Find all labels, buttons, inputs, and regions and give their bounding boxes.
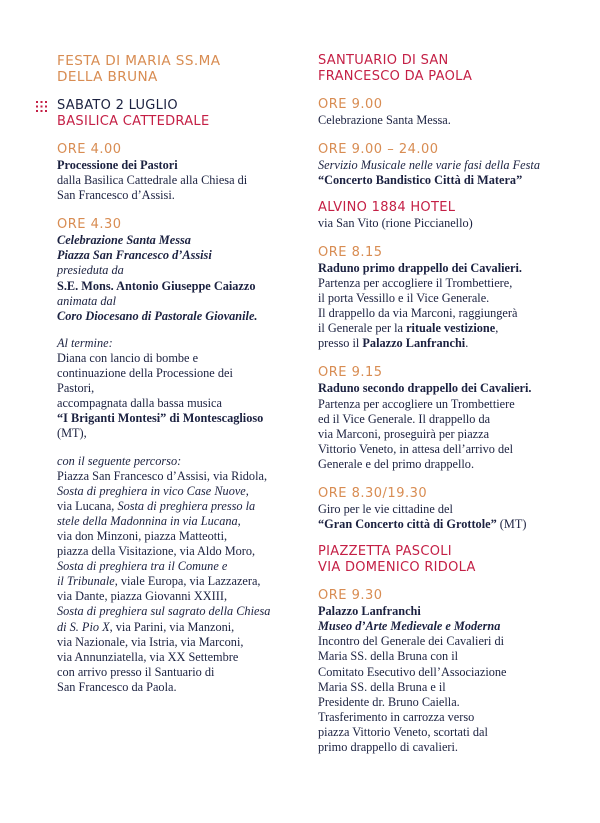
text-line: Maria SS. della Bruna con il bbox=[318, 649, 459, 664]
text-span: “Gran Concerto città di Grottole” bbox=[318, 517, 497, 532]
block-secondo-drappello bbox=[318, 381, 558, 472]
text-span: il Tribunale bbox=[57, 574, 115, 589]
text-span: . bbox=[465, 336, 469, 351]
text-line: Trasferimento in carrozza verso bbox=[318, 709, 475, 724]
text-line: Sosta di preghiera sul sagrato della Chiesa bbox=[57, 604, 271, 619]
text-span: , viale Europa, via Lazzazera, bbox=[114, 574, 261, 589]
text-line: Piazza San Francesco d’Assisi, via Ridola, bbox=[57, 468, 268, 483]
time-9-30: ORE 9.30 bbox=[318, 588, 383, 604]
text-line: via Nazionale, via Istria, via Marconi, bbox=[57, 634, 244, 649]
text-span: presso il bbox=[318, 336, 363, 351]
text-line: Museo d’Arte Medievale e Moderna bbox=[318, 619, 501, 634]
text-line: Celebrazione Santa Messa bbox=[57, 233, 191, 248]
block-percorso bbox=[57, 454, 289, 696]
festa-title bbox=[57, 53, 289, 85]
time-8-30-19-30: ORE 8.30/19.30 bbox=[318, 486, 428, 501]
heading-line: FRANCESCO DA PAOLA bbox=[318, 68, 473, 84]
text-line: il porta Vessillo e il Vice Generale. bbox=[318, 291, 490, 306]
text-line: Incontro del Generale dei Cavalieri di bbox=[318, 634, 505, 649]
festa-title-line-2: DELLA BRUNA bbox=[57, 69, 158, 85]
time-9-00-24-00: ORE 9.00 – 24.00 bbox=[318, 142, 439, 158]
text-line: Giro per le vie cittadine del bbox=[318, 502, 453, 516]
right-column bbox=[318, 53, 558, 755]
text-span: , via Parini, via Manzoni, bbox=[109, 619, 235, 634]
festa-title-line-1: FESTA DI MARIA SS.MA bbox=[57, 53, 221, 69]
block-processione bbox=[57, 158, 289, 203]
text-line: S.E. Mons. Antonio Giuseppe Caiazzo bbox=[57, 278, 256, 293]
text-line: Partenza per accogliere il Trombettiere, bbox=[318, 275, 513, 290]
text-line: “I Briganti Montesi” di Montescaglioso bbox=[57, 411, 264, 426]
text-span: via Lucana, bbox=[57, 498, 118, 513]
text-line: Piazza San Francesco d’Assisi bbox=[57, 248, 212, 263]
text-line: piazza della Visitazione, via Aldo Moro, bbox=[57, 544, 256, 559]
text-line: Pastori, bbox=[57, 381, 95, 396]
text-line: animata dal bbox=[57, 293, 117, 308]
text-line: San Francesco d’Assisi. bbox=[57, 188, 175, 203]
text-line: primo drappello di cavalieri. bbox=[318, 740, 458, 755]
text-span: Sosta di preghiera presso la bbox=[117, 498, 256, 513]
block-servizio-musicale bbox=[318, 158, 558, 188]
text-span: rituale vestizione bbox=[406, 321, 496, 336]
text-span: il Generale per la bbox=[318, 321, 407, 336]
text-line: Comitato Esecutivo dell’Associazione bbox=[318, 664, 507, 679]
text-line: accompagnata dalla bassa musica bbox=[57, 396, 222, 411]
text-line: Coro Diocesano di Pastorale Giovanile. bbox=[57, 308, 258, 323]
text-line: via Marconi, proseguirà per piazza bbox=[318, 426, 490, 441]
block-giro bbox=[318, 502, 558, 532]
text-line: presieduta da bbox=[57, 263, 124, 278]
day-heading bbox=[57, 98, 289, 129]
text-line: Palazzo Lanfranchi bbox=[318, 604, 421, 619]
heading-line: PIAZZETTA PASCOLI bbox=[318, 544, 452, 560]
text-line bbox=[318, 321, 558, 336]
heading-line: SANTUARIO DI SAN bbox=[318, 53, 449, 68]
block-palazzo-lanfranchi bbox=[318, 604, 558, 755]
piazzetta-heading bbox=[318, 544, 558, 575]
text-line: Sosta di preghiera in vico Case Nuove, bbox=[57, 483, 249, 498]
text-line: via Annunziatella, via XX Settembre bbox=[57, 649, 239, 664]
text-line: piazza Vittorio Veneto, scortati dal bbox=[318, 724, 488, 739]
text-line: (MT), bbox=[57, 426, 87, 441]
day-label: SABATO 2 LUGLIO bbox=[57, 98, 178, 113]
text-line bbox=[318, 517, 558, 532]
text-line: Diana con lancio di bombe e bbox=[57, 350, 199, 365]
block-primo-drappello bbox=[318, 261, 558, 352]
text-line: con arrivo presso il Santuario di bbox=[57, 664, 215, 679]
grid-dots-icon bbox=[36, 101, 47, 112]
text-span: , bbox=[495, 321, 499, 336]
text-line: via Dante, piazza Giovanni XXIII, bbox=[57, 589, 228, 604]
text-line bbox=[57, 499, 289, 514]
text-line bbox=[318, 336, 558, 351]
text-line bbox=[57, 620, 289, 635]
time-9-00: ORE 9.00 bbox=[318, 97, 383, 112]
text-line: Vittorio Veneto, in attesa dell’arrivo del bbox=[318, 441, 514, 456]
text-line: via don Minzoni, piazza Matteotti, bbox=[57, 528, 228, 543]
text-line: Sosta di preghiera tra il Comune e bbox=[57, 559, 228, 574]
day-place: BASILICA CATTEDRALE bbox=[57, 113, 210, 129]
text-line: Generale e del primo drappello. bbox=[318, 456, 475, 471]
text-line: ed il Vice Generale. Il drappello da bbox=[318, 411, 491, 426]
text-line: Celebrazione Santa Messa. bbox=[318, 113, 451, 127]
santuario-heading bbox=[318, 53, 558, 84]
text-span: Palazzo Lanfranchi bbox=[362, 336, 466, 351]
text-line bbox=[57, 574, 289, 589]
hotel-address: via San Vito (rione Piccianello) bbox=[318, 215, 473, 230]
text-line: Partenza per accogliere un Trombettiere bbox=[318, 396, 515, 411]
time-9-15: ORE 9.15 bbox=[318, 365, 383, 381]
text-line: San Francesco da Paola. bbox=[57, 679, 177, 694]
text-span: (MT) bbox=[496, 517, 527, 532]
text-line: Presidente dr. Bruno Caiella. bbox=[318, 694, 460, 709]
block-title: Processione dei Pastori bbox=[57, 158, 178, 172]
text-line: Maria SS. della Bruna e il bbox=[318, 679, 446, 694]
left-column bbox=[57, 53, 289, 695]
text-line: “Concerto Bandistico Città di Matera” bbox=[318, 173, 523, 188]
text-line: Raduno secondo drappello dei Cavalieri. bbox=[318, 381, 532, 396]
hotel-heading: ALVINO 1884 HOTEL bbox=[318, 200, 456, 216]
text-line: Al termine: bbox=[57, 335, 113, 350]
text-line: Raduno primo drappello dei Cavalieri. bbox=[318, 260, 522, 275]
time-4-00: ORE 4.00 bbox=[57, 142, 122, 157]
text-span: di S. Pio X bbox=[57, 619, 110, 634]
text-line: con il seguente percorso: bbox=[57, 453, 182, 468]
text-line: Il drappello da via Marconi, raggiungerà bbox=[318, 306, 518, 321]
text-line: stele della Madonnina in via Lucana, bbox=[57, 513, 241, 528]
time-8-15: ORE 8.15 bbox=[318, 244, 383, 260]
text-line: continuazione della Processione dei bbox=[57, 366, 233, 381]
text-line: Servizio Musicale nelle varie fasi della Festa bbox=[318, 158, 540, 173]
heading-line: VIA DOMENICO RIDOLA bbox=[318, 559, 476, 575]
text-line: dalla Basilica Cattedrale alla Chiesa di bbox=[57, 173, 248, 188]
block-al-termine bbox=[57, 336, 289, 442]
block-messa bbox=[57, 233, 289, 324]
time-4-30: ORE 4.30 bbox=[57, 217, 122, 233]
